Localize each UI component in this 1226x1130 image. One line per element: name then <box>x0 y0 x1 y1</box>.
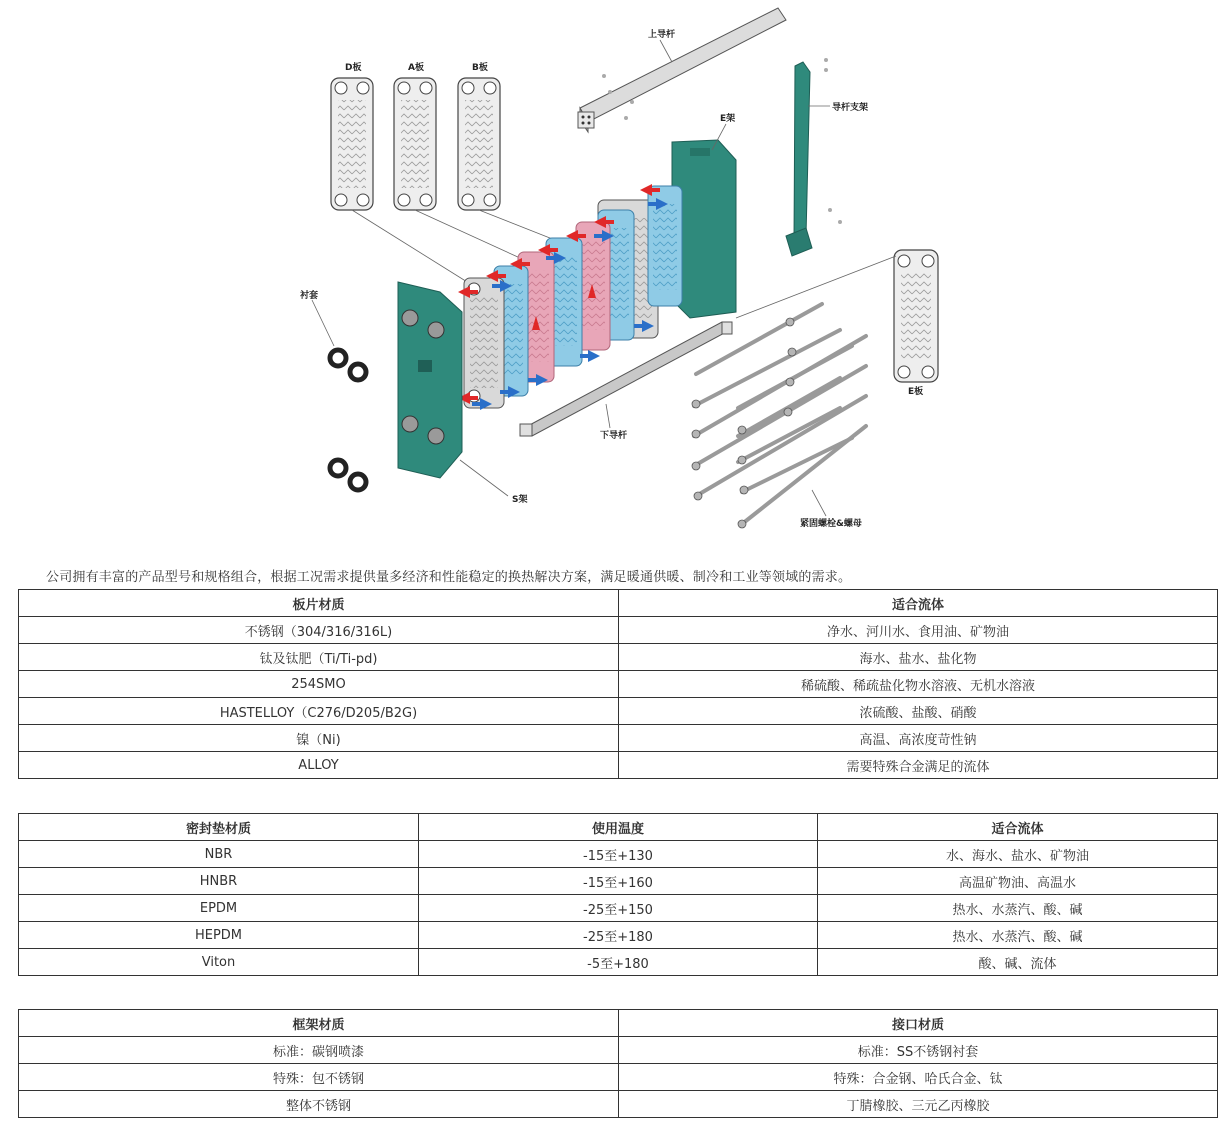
table-header-row <box>19 814 1218 841</box>
label-e-frame: E架 <box>720 114 736 124</box>
table-cell: 整体不锈钢 <box>19 1091 619 1118</box>
header-suitable-fluid: 适合流体 <box>619 590 1218 617</box>
table-cell: 丁腈橡胶、三元乙丙橡胶 <box>619 1091 1218 1118</box>
table-row <box>19 922 1218 949</box>
header-frame-material: 框架材质 <box>19 1010 619 1037</box>
table-cell: -25至+150 <box>419 895 818 922</box>
table-cell: -15至+160 <box>419 868 818 895</box>
table-header-row <box>19 1010 1218 1037</box>
table-cell: ALLOY <box>19 752 619 779</box>
b-plate <box>458 78 500 210</box>
table-row <box>19 644 1218 671</box>
table-cell: HNBR <box>19 868 419 895</box>
table-cell: 海水、盐水、盐化物 <box>619 644 1218 671</box>
plate-pack <box>464 186 682 408</box>
table-row <box>19 895 1218 922</box>
table-row <box>19 698 1218 725</box>
table-cell: 酸、碱、流体 <box>818 949 1218 976</box>
table-row <box>19 671 1218 698</box>
table-cell: 水、海水、盐水、矿物油 <box>818 841 1218 868</box>
table-cell: HASTELLOY（C276/D205/B2G) <box>19 698 619 725</box>
label-guide-support: 导杆支架 <box>832 103 869 113</box>
label-upper-guide: 上导杆 <box>648 30 676 40</box>
table-cell: Viton <box>19 949 419 976</box>
header-gasket-material: 密封垫材质 <box>19 814 419 841</box>
table-cell: 特殊：包不锈钢 <box>19 1064 619 1091</box>
table-cell: 浓硫酸、盐酸、硝酸 <box>619 698 1218 725</box>
table-cell: 标准：SS不锈钢衬套 <box>619 1037 1218 1064</box>
label-d-plate: D板 <box>345 63 362 73</box>
table-cell: 净水、河川水、食用油、矿物油 <box>619 617 1218 644</box>
label-s-frame: S架 <box>512 495 528 505</box>
table-row <box>19 1037 1218 1064</box>
table-cell: 254SMO <box>19 671 619 698</box>
tie-bolts <box>694 304 866 524</box>
label-bolts: 紧固螺栓&螺母 <box>800 519 862 529</box>
table-row <box>19 725 1218 752</box>
s-frame <box>398 282 462 478</box>
header-suitable-fluid: 适合流体 <box>818 814 1218 841</box>
upper-guide-bar <box>578 8 786 132</box>
header-connection-material: 接口材质 <box>619 1010 1218 1037</box>
guide-support <box>786 58 842 256</box>
header-plate-material: 板片材质 <box>19 590 619 617</box>
table-cell: -15至+130 <box>419 841 818 868</box>
table-cell: -25至+180 <box>419 922 818 949</box>
a-plate <box>394 78 436 210</box>
table-cell: 热水、水蒸汽、酸、碱 <box>818 922 1218 949</box>
table-row <box>19 617 1218 644</box>
label-lower-guide: 下导杆 <box>600 431 628 441</box>
table-row <box>19 752 1218 779</box>
header-temperature: 使用温度 <box>419 814 818 841</box>
plate-material-table <box>18 589 1218 779</box>
label-a-plate: A板 <box>408 63 424 73</box>
table-row <box>19 949 1218 976</box>
table-cell: 标准：碳钢喷漆 <box>19 1037 619 1064</box>
table-row <box>19 841 1218 868</box>
table-cell: HEPDM <box>19 922 419 949</box>
table-header-row <box>19 590 1218 617</box>
table-cell: 高温矿物油、高温水 <box>818 868 1218 895</box>
table-cell: 钛及钛肥（Ti/Ti-pd) <box>19 644 619 671</box>
table-cell: 不锈钢（304/316/316L) <box>19 617 619 644</box>
table-row <box>19 868 1218 895</box>
table-row <box>19 1064 1218 1091</box>
table-cell: EPDM <box>19 895 419 922</box>
exploded-heat-exchanger-diagram <box>0 0 1226 560</box>
table-cell: NBR <box>19 841 419 868</box>
gasket-material-table <box>18 813 1218 976</box>
table-row <box>19 1091 1218 1118</box>
label-e-plate: E板 <box>908 387 924 397</box>
table-cell: -5至+180 <box>419 949 818 976</box>
liner-rings <box>330 350 366 490</box>
label-liner: 衬套 <box>300 291 319 301</box>
table-cell: 镍（Ni) <box>19 725 619 752</box>
label-b-plate: B板 <box>472 63 488 73</box>
table-cell: 热水、水蒸汽、酸、碱 <box>818 895 1218 922</box>
table-cell: 需要特殊合金满足的流体 <box>619 752 1218 779</box>
intro-text: 公司拥有丰富的产品型号和规格组合，根据工况需求提供量多经济和性能稳定的换热解决方案，满足暖通供暖、制冷和工业等领域的需求。 <box>46 570 852 585</box>
table-cell: 特殊：合金钢、哈氏合金、钛 <box>619 1064 1218 1091</box>
frame-material-table <box>18 1009 1218 1118</box>
table-cell: 稀硫酸、稀疏盐化物水溶液、无机水溶液 <box>619 671 1218 698</box>
table-cell: 高温、高浓度苛性钠 <box>619 725 1218 752</box>
e-plate <box>894 250 938 382</box>
d-plate <box>331 78 373 210</box>
